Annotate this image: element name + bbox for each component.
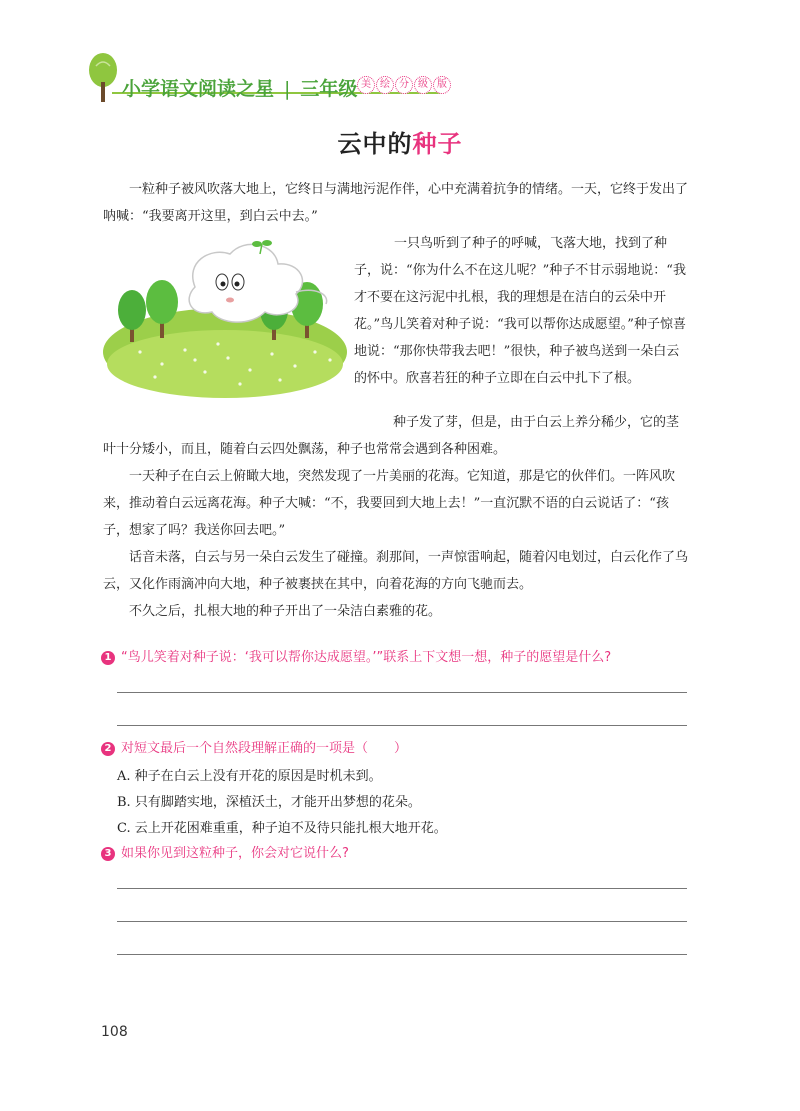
question-text: 如果你见到这粒种子，你会对它说什么?: [121, 846, 349, 861]
question-1: [101, 646, 611, 665]
series-name: 小学语文阅读之星: [122, 78, 275, 100]
option-b[interactable]: B. 只有脚踏实地，深植沃土，才能开出梦想的花朵。: [117, 795, 421, 810]
header-separator: |: [284, 78, 291, 100]
tree-icon: [86, 52, 122, 104]
badge-char: 分: [395, 76, 413, 94]
badge-char: 绘: [376, 76, 394, 94]
answer-line[interactable]: [117, 888, 687, 889]
cloud-seed-illustration: [100, 232, 350, 400]
grade-label: 三年级: [300, 78, 358, 100]
passage-paragraph: 话音未落，白云与另一朵白云发生了碰撞。刹那间，一声惊雷响起，随着闪电划过，白云化作了乌云，又化作雨滴冲向大地，种子被裹挟在其中，向着花海的方向飞驰而去。: [103, 550, 689, 592]
question-number-icon: 1: [101, 651, 115, 665]
answer-line[interactable]: [117, 954, 687, 955]
passage-paragraph: 一天种子在白云上俯瞰大地，突然发现了一片美丽的花海。它知道，那是它的伙伴们。一阵风吹来，推动着白云远离花海。种子大喊：“不，我要回到大地上去！”一直沉默不语的白云说话了：“孩子，想家了吗？我送你回去吧。”: [103, 469, 676, 538]
passage-paragraph: 一粒种子被风吹落大地上，它终日与满地污泥作伴，心中充满着抗争的情绪。一天，它终于发出了呐喊：“我要离开这里，到白云中去。”: [103, 182, 689, 224]
title-part: 云中的: [337, 130, 413, 158]
edition-badge: [357, 76, 451, 94]
answer-line[interactable]: [117, 692, 687, 693]
question-number-icon: 3: [101, 847, 115, 861]
question-number-icon: 2: [101, 742, 115, 756]
option-a[interactable]: A. 种子在白云上没有开花的原因是时机未到。: [117, 769, 382, 784]
page-title: [0, 124, 800, 159]
badge-char: 级: [414, 76, 432, 94]
passage-paragraph: 一只鸟听到了种子的呼喊，飞落大地，找到了种子，说：“你为什么不在这儿呢？”种子不甘示弱地说：“我才不要在这污泥中扎根，我的理想是在洁白的云朵中开花。”鸟儿笑着对种子说：“我可以帮你达成愿望。”种子惊喜地说：“那你快带我去吧！”很快，种子被鸟送到一朵白云的怀中。欣喜若狂的种子立即在白云中扎下了根。: [354, 236, 686, 386]
series-header: [86, 52, 466, 104]
answer-line[interactable]: [117, 725, 687, 726]
badge-char: 版: [433, 76, 451, 94]
option-c[interactable]: C. 云上开花困难重重，种子迫不及待只能扎根大地开花。: [117, 821, 447, 836]
badge-char: 美: [357, 76, 375, 94]
question-3: [101, 842, 349, 861]
page-number: 108: [101, 1024, 128, 1040]
title-accent: 种子: [412, 130, 463, 158]
series-title: [122, 74, 357, 101]
question-2: [101, 737, 407, 756]
answer-line[interactable]: [117, 921, 687, 922]
question-text: “鸟儿笑着对种子说：‘我可以帮你达成愿望。’”联系上下文想一想，种子的愿望是什么?: [121, 650, 612, 665]
passage-paragraph: 不久之后，扎根大地的种子开出了一朵洁白素雅的花。: [129, 604, 442, 619]
question-text: 对短文最后一个自然段理解正确的一项是（ ）: [121, 741, 408, 756]
passage-paragraph: 种子发了芽，但是，由于白云上养分稀少，它的茎叶十分矮小，而且，随着白云四处飘荡，种子也常常会遇到各种困难。: [103, 415, 680, 457]
